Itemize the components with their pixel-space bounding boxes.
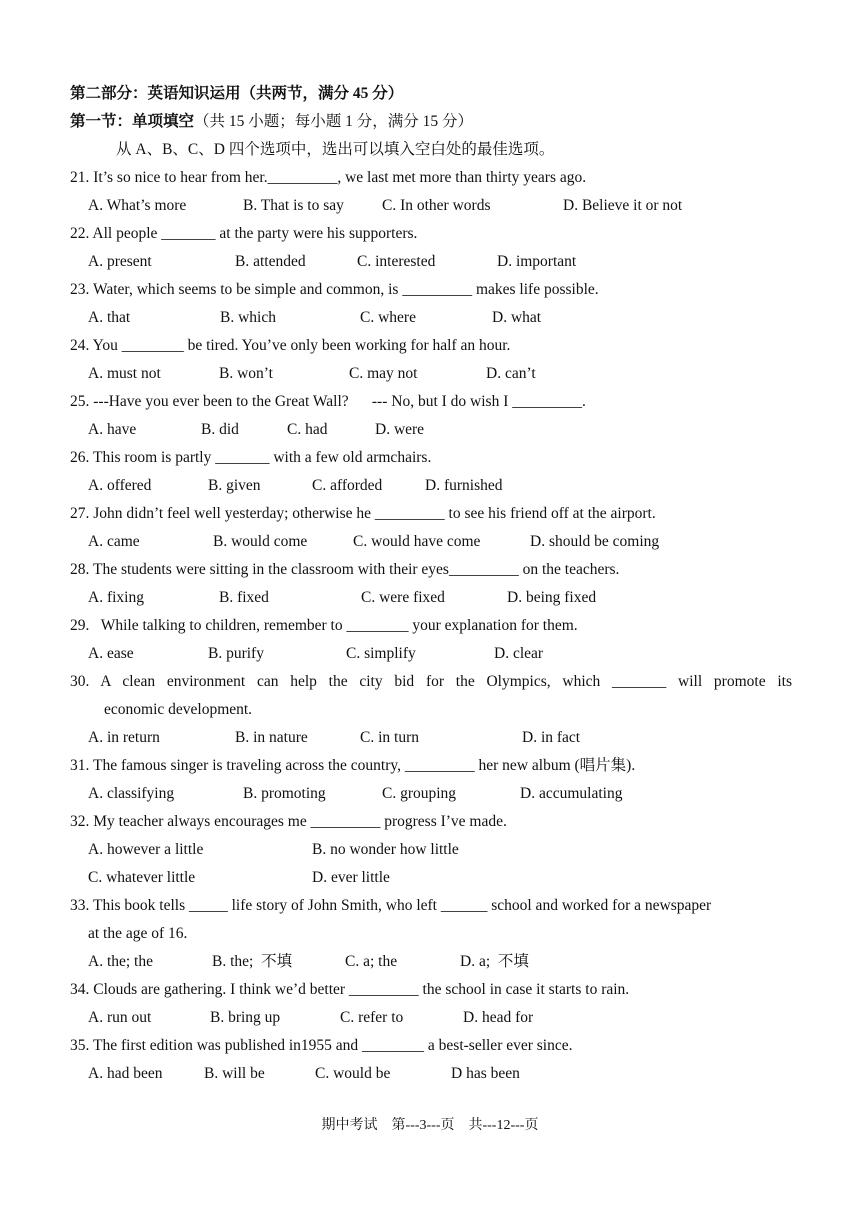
question-stem: 24. You ________ be tired. You’ve only been working for half an hour. [70,337,511,354]
option-d: D has been [451,1065,520,1082]
question-stem: 35. The first edition was published in1955 and ________ a best-seller ever since. [70,1037,573,1054]
option-a: A. that [88,309,131,326]
page-footer: 期中考试 第---3---页 共---12---页 [321,1118,539,1133]
option-c: C. in turn [360,729,419,746]
option-b: B. That is to say [243,197,344,214]
option-c: C. refer to [340,1009,404,1026]
option-d: D. ever little [312,869,390,886]
question-stem: 26. This room is partly _______ with a few old armchairs. [70,449,432,466]
option-c: C. were fixed [361,589,445,606]
option-c: C. a; the [345,953,398,970]
option-a: A. What’s more [88,197,187,214]
question-stem: 21. It’s so nice to hear from her._________, we last met more than thirty years ago. [70,169,587,186]
section-heading-title: 第一节：单项填空 [70,113,195,130]
option-d: D. Believe it or not [563,197,683,214]
option-d: D. head for [463,1009,534,1026]
option-b: B. promoting [243,785,326,802]
option-d: D. accumulating [520,785,623,802]
option-d: D. were [375,421,425,438]
option-c: C. afforded [312,477,383,494]
option-c: C. grouping [382,785,457,802]
option-b: B. no wonder how little [312,841,459,858]
option-a: A. must not [88,365,161,382]
option-d: D. what [492,309,542,326]
option-a: A. in return [88,729,160,746]
option-c: C. whatever little [88,869,196,886]
option-b: B. purify [208,645,264,662]
option-d: D. clear [494,645,544,662]
option-b: B. will be [204,1065,265,1082]
part-heading: 第二部分：英语知识运用（共两节，满分 45 分） [70,85,404,102]
question-stem: 33. This book tells _____ life story of John Smith, who left ______ school and worked for a newspaper [70,897,712,914]
option-a: A. the; the [88,953,153,970]
option-c: C. may not [349,365,418,382]
option-c: C. would have come [353,533,481,550]
option-a: A. run out [88,1009,152,1026]
option-a: A. ease [88,645,134,662]
option-c: C. had [287,421,328,438]
section-heading-detail: （共 15 小题；每小题 1 分，满分 15 分） [194,113,474,130]
option-a: A. present [88,253,152,270]
section-heading [70,112,473,132]
option-d: D. important [497,253,577,270]
option-d: D. can’t [486,365,536,382]
option-c: C. would be [315,1065,391,1082]
option-a: A. came [88,533,140,550]
option-b: B. given [208,477,261,494]
option-a: A. offered [88,477,152,494]
question-stem-continued: at the age of 16. [88,925,188,942]
option-a: A. have [88,421,137,438]
question-stem: 23. Water, which seems to be simple and common, is _________ makes life possible. [70,281,599,298]
option-b: B. did [201,421,239,438]
option-c: C. simplify [346,645,416,662]
option-b: B. fixed [219,589,269,606]
option-a: A. had been [88,1065,163,1082]
question-stem: 30. A clean environment can help the city bid for the Olympics, which _______ will promote its [70,673,792,690]
question-stem: 31. The famous singer is traveling across the country, _________ her new album (唱片集). [70,757,636,774]
option-a: A. however a little [88,841,204,858]
option-b: B. the; 不填 [212,953,293,970]
option-c: C. interested [357,253,436,270]
question-stem: 27. John didn’t feel well yesterday; otherwise he _________ to see his friend off at the airport. [70,505,656,522]
option-b: B. would come [213,533,308,550]
question-stem: 22. All people _______ at the party were his supporters. [70,225,418,242]
instruction: 从 A、B、C、D 四个选项中，选出可以填入空白处的最佳选项。 [116,141,555,158]
option-d: D. should be coming [530,533,660,550]
option-b: B. bring up [210,1009,281,1026]
question-stem: 34. Clouds are gathering. I think we’d better _________ the school in case it starts to rain. [70,981,630,998]
question-stem: 32. My teacher always encourages me _________ progress I’ve made. [70,813,507,830]
option-d: D. in fact [522,729,581,746]
question-stem-continued: economic development. [104,701,253,718]
option-b: B. which [220,309,276,326]
question-stem: 25. ---Have you ever been to the Great Wall? --- No, but I do wish I _________. [70,393,586,410]
option-a: A. fixing [88,589,144,606]
option-a: A. classifying [88,785,175,802]
option-d: D. a; 不填 [460,953,529,970]
question-stem: 28. The students were sitting in the classroom with their eyes_________ on the teachers. [70,561,620,578]
option-c: C. where [360,309,416,326]
option-d: D. being fixed [507,589,597,606]
option-c: C. In other words [382,197,491,214]
option-d: D. furnished [425,477,503,494]
option-b: B. attended [235,253,306,270]
option-b: B. won’t [219,365,273,382]
question-stem: 29. While talking to children, remember to ________ your explanation for them. [70,617,578,634]
option-b: B. in nature [235,729,308,746]
